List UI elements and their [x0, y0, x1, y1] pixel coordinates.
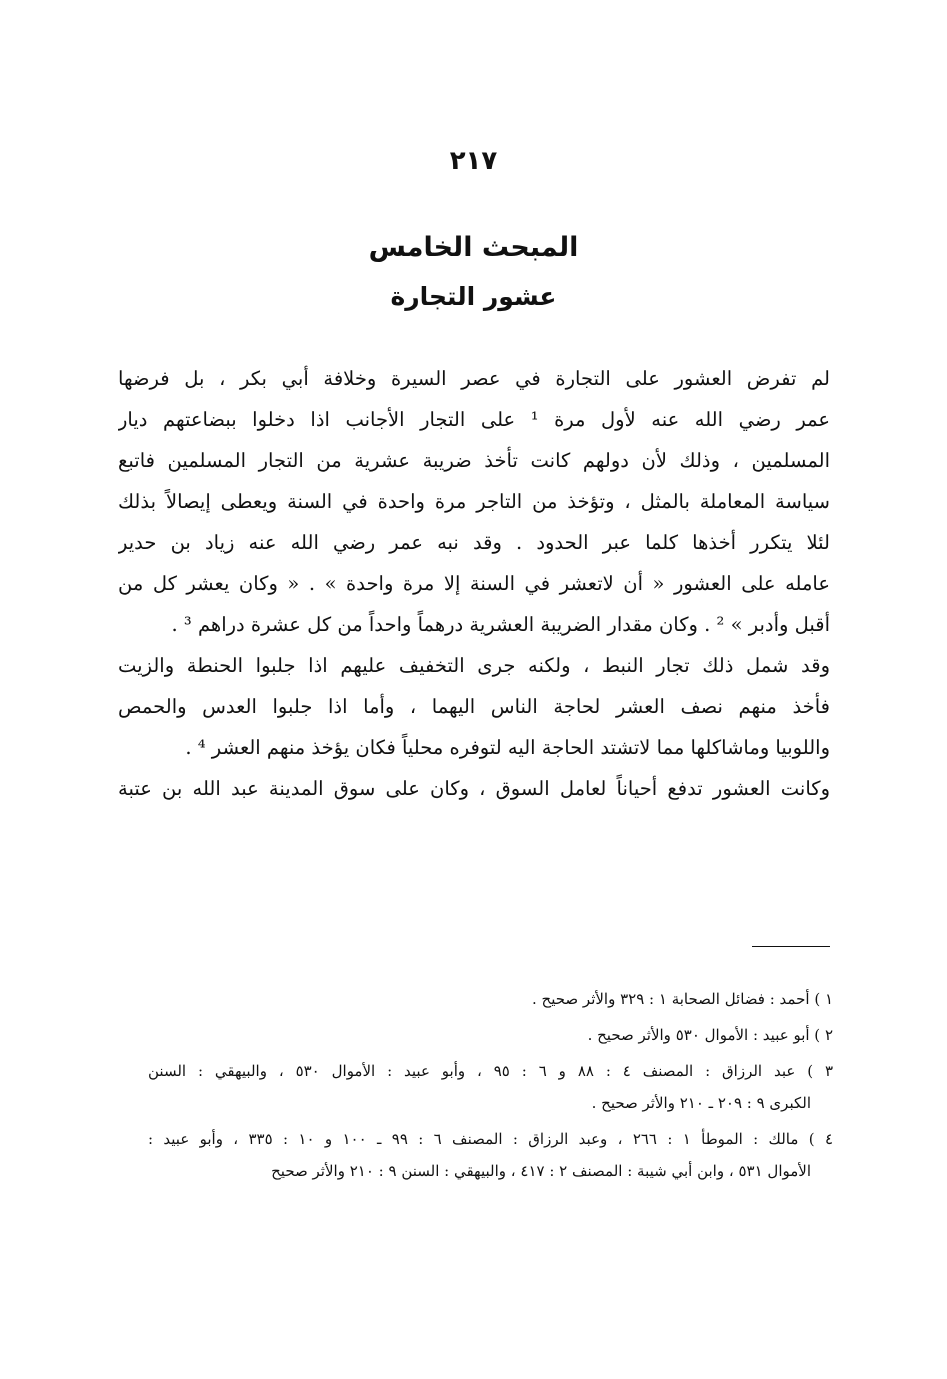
footnote-2: ٢ ) أبو عبيد : الأموال ٥٣٠ والأثر صحيح .	[587, 1026, 833, 1044]
footnote-4-continuation: الأموال ٥٣١ ، وابن أبي شيبة : المصنف ٢ : ٤١٧ ، والبيهقي : السنن ٩ : ٢١٠ والأثر صحيح	[271, 1162, 811, 1180]
body-line: وقد شمل ذلك تجار النبط ، ولكنه جرى التخفيف عليهم اذا جلبوا الحنطة والزيت	[118, 654, 830, 677]
body-line: عمر رضي الله عنه لأول مرة ¹ على التجار الأجانب اذا دخلوا ببضاعتهم ديار	[118, 408, 830, 431]
footnote-3: ٣ ) عبد الرزاق : المصنف ٤ : ٨٨ و ٦ : ٩٥ ، وأبو عبيد : الأموال ٥٣٠ ، والبيهقي : السنن	[148, 1062, 833, 1080]
body-line: واللوبيا وماشاكلها مما لاتشتد الحاجة اليه لتوفره محلياً فكان يؤخذ منهم العشر ⁴ .	[185, 736, 830, 759]
body-line: سياسة المعاملة بالمثل ، وتؤخذ من التاجر مرة واحدة في السنة ويعطى إيصالاً بذلك	[118, 490, 830, 513]
section-subtitle: عشور التجارة	[390, 282, 557, 311]
footnotes	[148, 984, 833, 1186]
body-line: المسلمين ، وذلك لأن دولهم كانت تأخذ ضريبة عشرية من التجار المسلمين فاتبع	[118, 449, 830, 472]
body-text	[118, 358, 830, 809]
body-line: لم تفرض العشور على التجارة في عصر السيرة وخلافة أبي بكر ، بل فرضها	[118, 367, 830, 390]
body-line: فأخذ منهم نصف العشر لحاجة الناس اليهما ، وأما اذا جلبوا العدس والحمص	[118, 695, 830, 718]
section-title: المبحث الخامس	[368, 232, 579, 263]
body-line: لئلا يتكرر أخذها كلما عبر الحدود . وقد نبه عمر رضي الله عنه زياد بن حدير	[118, 531, 830, 554]
footnote-separator	[752, 946, 830, 947]
footnote-3-continuation: الكبرى ٩ : ٢٠٩ ـ ٢١٠ والأثر صحيح .	[591, 1094, 811, 1112]
body-line: أقبل وأدبر » ² . وكان مقدار الضريبة العشرية درهماً واحداً من كل عشرة دراهم ³ .	[171, 613, 830, 636]
page-number: ٢١٧	[449, 146, 498, 176]
body-line: عامله على العشور « أن لاتعشر في السنة إلا مرة واحدة » . « وكان يعشر كل من	[118, 572, 830, 595]
footnote-4: ٤ ) مالك : الموطأ ١ : ٢٦٦ ، وعبد الرزاق : المصنف ٦ : ٩٩ ـ ١٠٠ و ١٠ : ٣٣٥ ، وأبو عبيد :	[148, 1130, 833, 1148]
footnote-1: ١ ) أحمد : فضائل الصحابة ١ : ٣٢٩ والأثر صحيح .	[531, 990, 833, 1008]
body-line: وكانت العشور تدفع أحياناً لعامل السوق ، وكان على سوق المدينة عبد الله بن عتبة	[118, 777, 830, 800]
